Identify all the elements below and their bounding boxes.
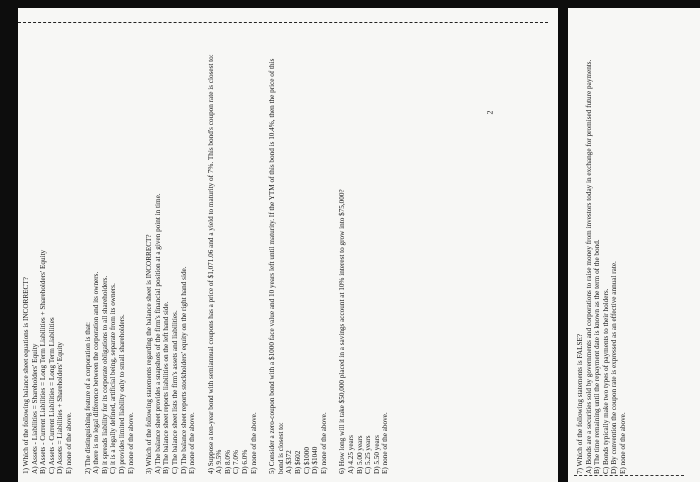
answer-option: D) The balance sheet reports stockholders' equity on the right hand side. (179, 266, 188, 474)
answer-option: D) $1040 (311, 446, 320, 474)
answer-option: C) Assets - Current Liabilities = Long Term Liabilities (47, 317, 56, 474)
question-stem: 4) Suppose a ten-year bond with semiannual coupons has a price of $1,071.06 and a yield to maturity of 7%. This bond's coupon rate is closest to: (206, 54, 215, 474)
exam-page-1 (18, 8, 558, 482)
answer-option: D) 5.50 years (372, 435, 381, 474)
answer-option: D) Assets = Liabilities + Shareholders' Equity (56, 342, 65, 474)
answer-option: B) $602 (294, 450, 303, 474)
question-block (145, 44, 197, 474)
question-block (268, 44, 328, 474)
answer-option: C) 5.25 years (364, 435, 373, 474)
question-stem: 6) How long will it take $50,000 placed in a savings account at 10% interest to grow into $75,000? (338, 189, 347, 474)
answer-option: B) The balance sheet reports liabilities on the left hand side. (162, 301, 171, 474)
answer-option: E) none of the above. (188, 412, 197, 474)
answer-option: B) it spreads liability for its corporate obligations to all shareholders. (100, 275, 109, 474)
question-stem: 1) Which of the following balance sheet equations is INCORRECT? (22, 277, 30, 474)
page-top-edge (18, 22, 548, 45)
answer-option: A) Assets - Liabilities = Shareholders' Equity (30, 343, 39, 474)
answer-option: A) there is no legal difference between the corporation and its owners. (92, 271, 101, 474)
question-block (84, 44, 136, 474)
question-stem: 7) Which of the following statements is FALSE? (576, 333, 584, 474)
answer-option: E) none of the above. (249, 412, 258, 474)
answer-option: E) none of the above. (618, 412, 627, 474)
answer-option: C) The balance sheet lists the firm's assets and liabilities. (170, 310, 179, 474)
answer-option: A) 4.25 years (347, 435, 355, 474)
answer-option: D) provides limited liability only to small shareholders. (117, 314, 126, 474)
answer-option: E) none of the above. (64, 412, 73, 474)
answer-option: C) Bonds typically make two types of payments to their holders. (601, 288, 610, 474)
answer-option: C) $1000 (302, 447, 311, 474)
answer-option: E) none of the above. (126, 412, 135, 474)
question-stem: 3) Which of the following statements regarding the balance sheet is INCORRECT? (145, 234, 154, 474)
answer-option: B) 5.00 years (355, 435, 364, 474)
answer-option: A) The balance sheet provides a snapshots of the firm's financial position at a given point in time. (153, 193, 162, 474)
answer-option: D) By convention the coupon rate is expressed as an effective annual rate. (610, 261, 619, 474)
question-stem: 5) Consider a zero-coupon bond with a $1000 face value and 10 years left until maturity. If the YTM of this bond is 10.4%, then the price of this bond is closest to: (268, 58, 285, 474)
page-number: 2 (485, 110, 495, 115)
answer-option: B) Assets - Current Liabilities = Long Term Liabilities + Shareholders' Equity (39, 249, 48, 474)
answer-option: D) 6.0% (241, 449, 250, 474)
answer-option: C) 7.0% (232, 450, 241, 474)
answer-option: E) none of the above. (381, 412, 390, 474)
question-block (22, 44, 74, 474)
answer-option: C) it is a legally defined, artificial being, separate from its owners. (109, 283, 118, 474)
answer-option: A) $372 (285, 450, 294, 474)
page-2-questions (576, 54, 638, 474)
question-block (576, 54, 628, 474)
question-block (207, 44, 259, 474)
answer-option: B) 8.0% (223, 450, 232, 474)
answer-option: B) The time remaining until the repayment date is known as the term of the bond. (593, 239, 602, 474)
page-1-questions (22, 44, 400, 474)
answer-option: A) 9.5% (215, 449, 224, 474)
page-bottom-edge (574, 475, 684, 476)
question-block (338, 44, 390, 474)
answer-option: E) none of the above. (319, 412, 328, 474)
answer-option: A) Bonds are a securities sold by governments and corporations to raise money from investors today in exchange for promised future payments. (584, 59, 593, 474)
question-stem: 2) The distinguishing feature of a corporation is that: (83, 322, 92, 474)
exam-page-2 (568, 8, 700, 482)
